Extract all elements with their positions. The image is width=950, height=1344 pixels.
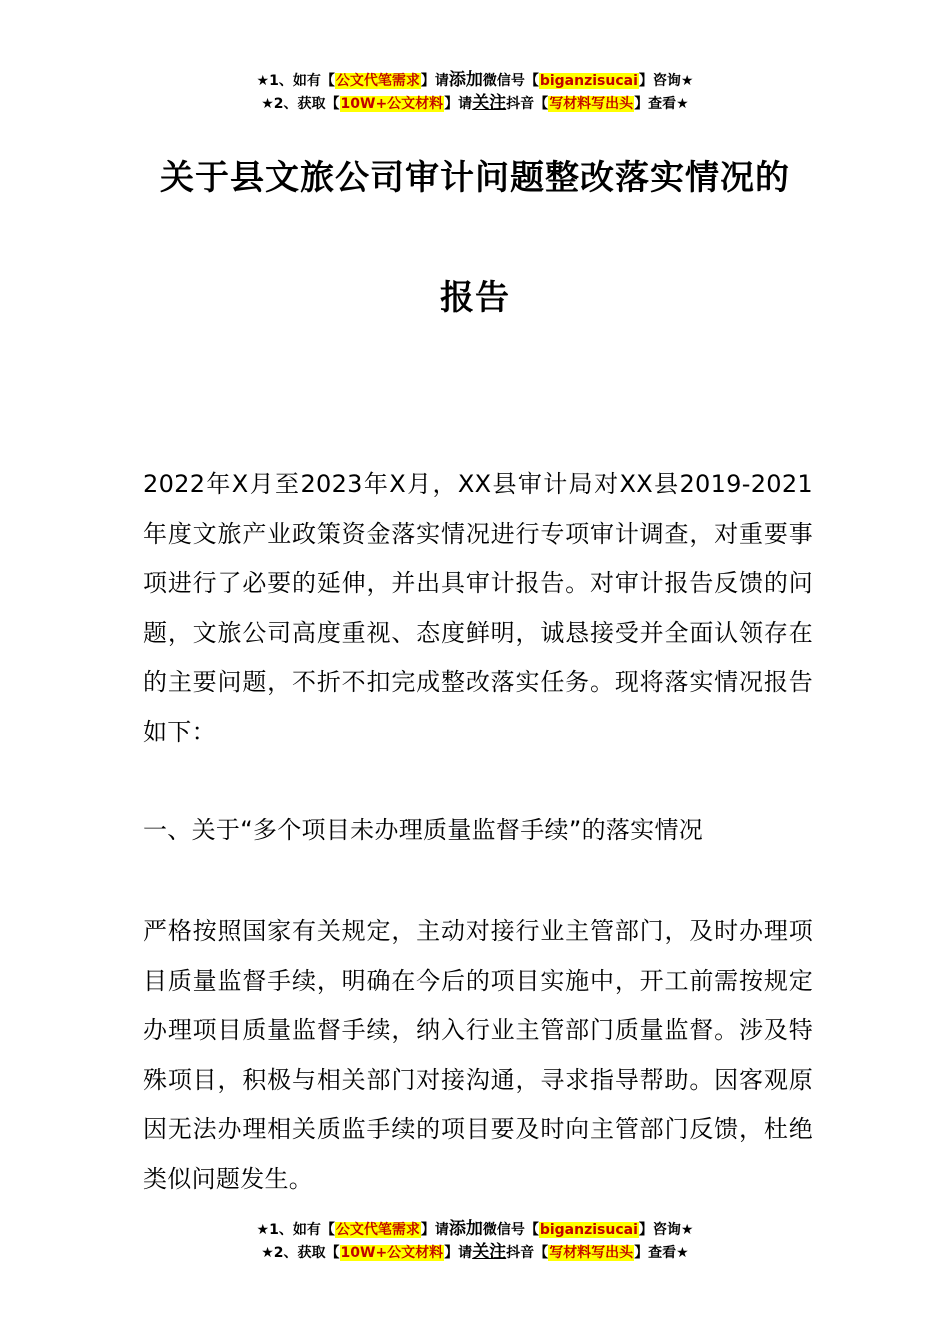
header-ad-line-2 — [0, 92, 950, 115]
ad-text: 】请 — [420, 73, 449, 89]
ad-highlight: biganzisucai — [539, 1222, 638, 1238]
ad-highlight: 公文代笔需求 — [335, 73, 420, 89]
document-title-line-2: 报告 — [440, 278, 510, 318]
ad-text: ★1、如有【 — [256, 1222, 335, 1238]
footer-ad-line-1 — [0, 1218, 950, 1241]
ad-text: ★2、获取【 — [261, 96, 340, 112]
ad-text: 微信号【 — [482, 1222, 539, 1238]
footer-ad — [0, 1218, 950, 1264]
ad-text: 】咨询★ — [638, 1222, 694, 1238]
ad-highlight: 10W+公文材料 — [340, 1245, 444, 1261]
ad-text: 】请 — [444, 96, 473, 112]
ad-emphasis: 关注 — [472, 1242, 507, 1262]
ad-highlight: 写材料写出头 — [549, 96, 634, 112]
ad-text: ★1、如有【 — [256, 73, 335, 89]
ad-highlight: biganzisucai — [539, 73, 638, 89]
intro-paragraph: 2022年X月至2023年X月，XX县审计局对XX县2019-2021年度文旅产业政策资金落实情况进行专项审计调查，对重要事项进行了必要的延伸，并出具审计报告。对审计报告反馈的问题，文旅公司高度重视、态度鲜明，诚恳接受并全面认领存在的主要问题，不折不扣完成整改落实任务。现将落实情况报告如下： — [143, 470, 813, 746]
footer-ad-line-2 — [0, 1241, 950, 1264]
ad-emphasis: 添加 — [448, 1219, 483, 1239]
ad-text: 微信号【 — [482, 73, 539, 89]
ad-highlight: 10W+公文材料 — [340, 96, 444, 112]
header-ad — [0, 69, 950, 115]
ad-emphasis: 关注 — [472, 93, 507, 113]
ad-text: 抖音【 — [506, 96, 549, 112]
ad-text: 】请 — [444, 1245, 473, 1261]
ad-text: 】查看★ — [634, 1245, 689, 1261]
ad-text: 抖音【 — [506, 1245, 549, 1261]
ad-text: 】咨询★ — [638, 73, 694, 89]
ad-highlight: 公文代笔需求 — [335, 1222, 420, 1238]
ad-text: 】查看★ — [634, 96, 689, 112]
ad-text: 】请 — [420, 1222, 449, 1238]
ad-highlight: 写材料写出头 — [549, 1245, 634, 1261]
ad-emphasis: 添加 — [448, 70, 483, 90]
section-1-heading: 一、关于“多个项目未办理质量监督手续”的落实情况 — [143, 816, 704, 844]
section-1-paragraph: 严格按照国家有关规定，主动对接行业主管部门，及时办理项目质量监督手续，明确在今后的项目实施中，开工前需按规定办理项目质量监督手续，纳入行业主管部门质量监督。涉及特殊项目，积极与相关部门对接沟通，寻求指导帮助。因客观原因无法办理相关质监手续的项目要及时向主管部门反馈，杜绝类似问题发生。 — [143, 917, 813, 1193]
header-ad-line-1 — [0, 69, 950, 92]
document-title-line-1: 关于县文旅公司审计问题整改落实情况的 — [160, 158, 790, 198]
ad-text: ★2、获取【 — [261, 1245, 340, 1261]
